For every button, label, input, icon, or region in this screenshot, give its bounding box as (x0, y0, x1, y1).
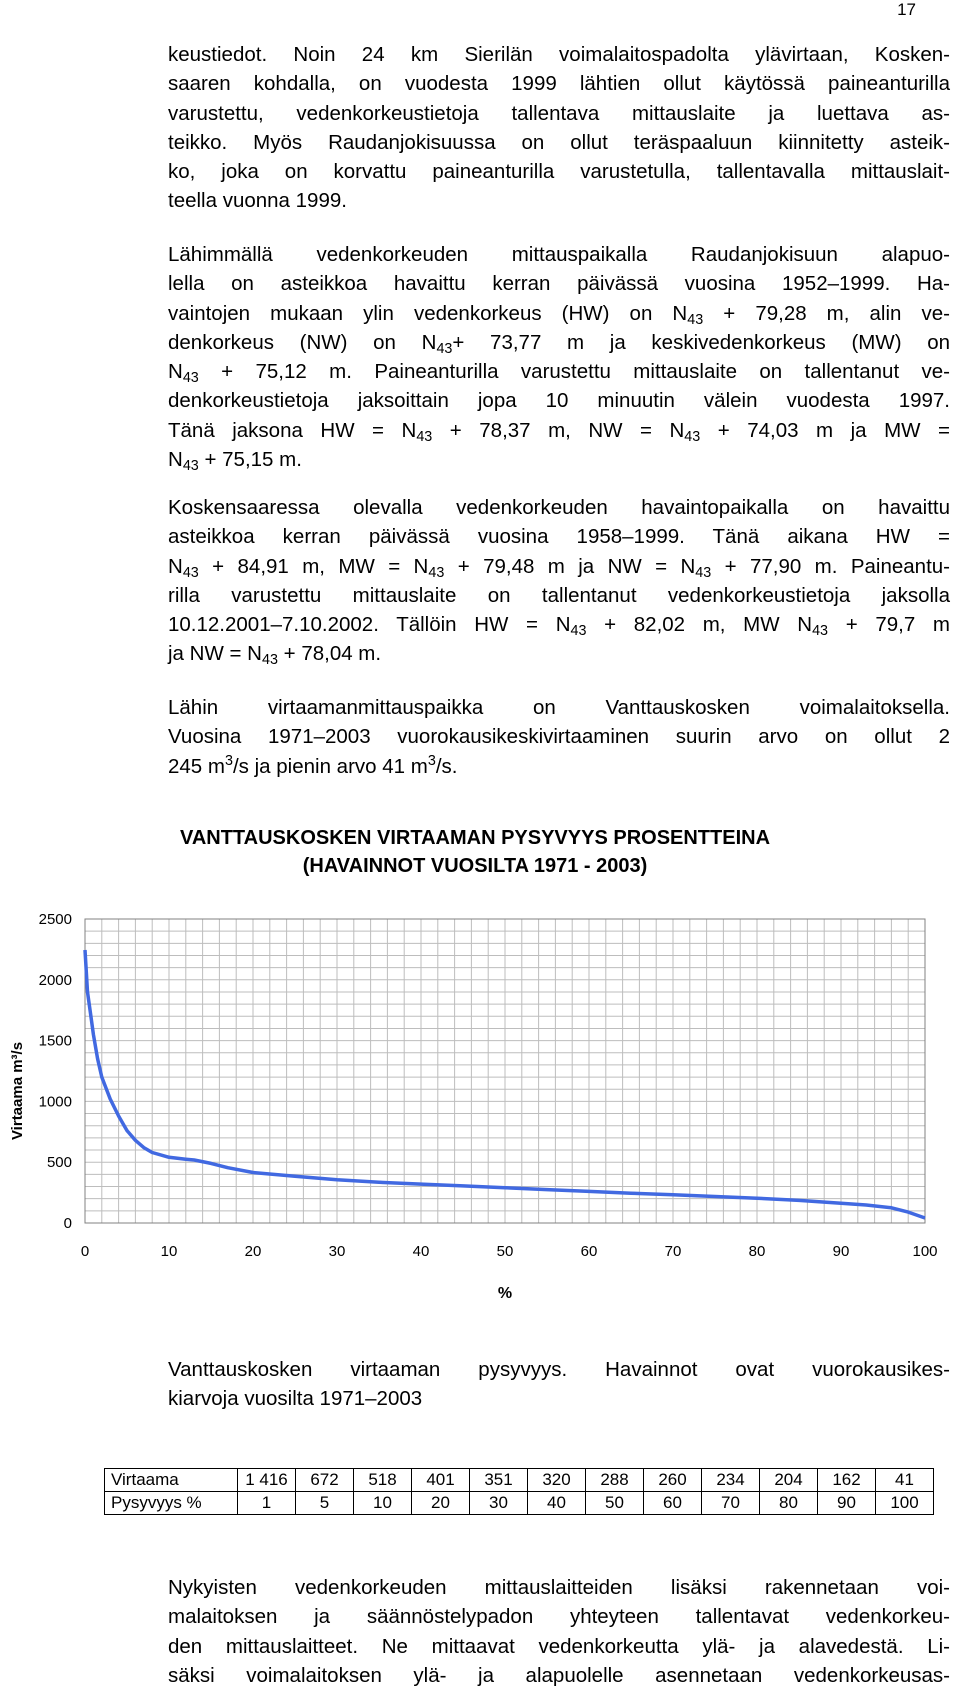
text: + 74,03 m ja MW = (700, 418, 950, 442)
paragraph-2 (168, 240, 950, 474)
x-tick-label: 80 (748, 1243, 766, 1260)
x-tick-label: 10 (160, 1243, 178, 1260)
text-line (168, 610, 950, 639)
table-row (105, 1492, 934, 1515)
text-line: teella vuonna 1999. (168, 189, 347, 213)
table-cell: 260 (644, 1469, 702, 1492)
chart-title (0, 824, 950, 880)
superscript: 3 (427, 752, 436, 769)
text-line: Lähimmällä vedenkorkeuden mittauspaikalla Raudanjokisuun alapuo- (168, 243, 950, 266)
text: + 82,02 m, MW N (586, 613, 813, 637)
text: + 77,90 m. Paineantu- (711, 554, 951, 578)
subscript: 43 (182, 564, 199, 581)
x-tick-label: 100 (912, 1243, 938, 1260)
table-cell: 90 (818, 1492, 876, 1515)
text: + 79,7 m (828, 613, 950, 637)
table-cell: 204 (760, 1469, 818, 1492)
table-cell: 10 (354, 1492, 412, 1515)
text-line: denkorkeustietoja jaksoittain jopa 10 minuutin välein vuodesta 1997. (168, 389, 950, 413)
text: vaintojen mukaan ylin vedenkorkeus (HW) on N (168, 301, 688, 325)
text: + 79,28 m, alin ve- (703, 301, 950, 325)
text: + 73,77 m ja keskivedenkorkeus (MW) on (452, 330, 951, 354)
subscript: 43 (428, 564, 445, 581)
text-line: lella on asteikkoa havaittu kerran päivässä vuosina 1952–1999. Ha- (168, 272, 950, 296)
text: N (168, 360, 183, 384)
text-line: Lähin virtaamanmittauspaikka on Vanttauskosken voimalaitoksella. (168, 696, 950, 719)
subscript: 43 (416, 428, 433, 445)
x-tick-label: 70 (664, 1243, 682, 1260)
table-cell: 162 (818, 1469, 876, 1492)
table-cell: 320 (528, 1469, 586, 1492)
text-line: varustettu, vedenkorkeustietoja tallentava mittauslaite ja luettava as- (168, 101, 950, 125)
subscript: 43 (182, 458, 199, 475)
table-cell: 234 (702, 1469, 760, 1492)
text-line: säksi voimalaitoksen ylä- ja alapuolelle asennetaan vedenkorkeusas- (168, 1663, 950, 1687)
paragraph-1 (168, 40, 950, 216)
table-cell: 351 (470, 1469, 528, 1492)
table-cell: 1 416 (238, 1469, 296, 1492)
table-cell: 20 (412, 1492, 470, 1515)
text-line: asteikkoa kerran päivässä vuosina 1958–1999. Tänä aikana HW = (168, 525, 950, 549)
x-axis-label: % (497, 1285, 513, 1300)
subscript: 43 (812, 623, 829, 640)
y-tick-label: 2000 (38, 971, 72, 989)
caption-line-2: kiarvoja vuosilta 1971–2003 (168, 1387, 423, 1411)
table-cell: 30 (470, 1492, 528, 1515)
x-tick-label: 50 (496, 1243, 514, 1260)
text: + 84,91 m, MW = N (198, 554, 429, 578)
table-cell: 70 (702, 1492, 760, 1515)
text: + 75,15 m. (198, 448, 302, 472)
text: /s. (435, 754, 458, 778)
subscript: 43 (695, 564, 712, 581)
text-line (168, 639, 950, 668)
paragraph-3 (168, 493, 950, 669)
subscript: 43 (684, 428, 701, 445)
table-cell: 672 (296, 1469, 354, 1492)
y-tick-label: 1500 (38, 1032, 72, 1050)
subscript: 43 (570, 623, 587, 640)
text-line: malaitoksen ja säännöstelypadon yhteyteen tallentavat vedenkorkeu- (168, 1605, 950, 1629)
text: ja NW = N (168, 642, 262, 666)
y-tick-label: 500 (46, 1154, 72, 1172)
subscript: 43 (436, 340, 453, 357)
flow-duration-chart (0, 900, 960, 1300)
x-tick-label: 30 (328, 1243, 346, 1260)
figure-caption (168, 1355, 950, 1414)
row-header-pysyvyys: Pysyvyys % (105, 1492, 238, 1515)
table-row (105, 1469, 934, 1492)
text-line (168, 416, 950, 445)
chart-title-line-1: VANTTAUSKOSKEN VIRTAAMAN PYSYVYYS PROSENTTEINA (179, 827, 771, 849)
y-tick-label: 2500 (38, 911, 72, 928)
table-cell: 5 (296, 1492, 354, 1515)
table-cell: 40 (528, 1492, 586, 1515)
text-line: keustiedot. Noin 24 km Sierilän voimalaitospadolta ylävirtaan, Kosken- (168, 43, 950, 66)
subscript: 43 (687, 311, 704, 328)
table-cell: 288 (586, 1469, 644, 1492)
subscript: 43 (261, 652, 278, 669)
page-number: 17 (897, 0, 916, 19)
table-cell: 60 (644, 1492, 702, 1515)
x-tick-label: 0 (80, 1243, 90, 1260)
paragraph-5 (168, 1573, 950, 1690)
row-header-virtaama: Virtaama (105, 1469, 238, 1492)
text: Tänä jaksona HW = N (168, 418, 417, 442)
text: N (168, 554, 183, 578)
text: /s ja pienin arvo 41 m (232, 754, 428, 778)
text-line (168, 299, 950, 328)
text-line: saaren kohdalla, on vuodesta 1999 lähtien ollut käytössä paineanturilla (168, 72, 950, 96)
text-line (168, 752, 950, 781)
text: 245 m (168, 754, 225, 778)
text-line: Vuosina 1971–2003 vuorokausikeskivirtaaminen suurin arvo on ollut 2 (168, 725, 950, 749)
table-cell: 401 (412, 1469, 470, 1492)
text: + 78,37 m, NW = N (432, 418, 685, 442)
table-cell: 100 (876, 1492, 934, 1515)
text: + 75,12 m. Paineanturilla varustettu mittauslaite on tallentanut ve- (198, 360, 950, 384)
text-line (168, 445, 950, 474)
x-tick-label: 90 (832, 1243, 850, 1260)
text: denkorkeus (NW) on N (168, 330, 437, 354)
subscript: 43 (182, 370, 199, 387)
text-line: Nykyisten vedenkorkeuden mittauslaitteiden lisäksi rakennetaan voi- (168, 1576, 950, 1599)
text: 10.12.2001–7.10.2002. Tällöin HW = N (168, 613, 571, 637)
text-line: rilla varustettu mittauslaite on tallentanut vedenkorkeustietoja jaksolla (168, 583, 950, 607)
y-axis-label: Virtaama m³/s (9, 1041, 26, 1141)
superscript: 3 (224, 752, 233, 769)
text-line: teikko. Myös Raudanjokisuussa on ollut teräspaaluun kiinnitetty asteik- (168, 130, 950, 154)
paragraph-4 (168, 693, 950, 781)
text-line: ko, joka on korvattu paineanturilla varustetulla, tallentavalla mittauslait- (168, 160, 950, 184)
text: N (168, 448, 183, 472)
y-tick-label: 0 (63, 1215, 72, 1232)
text-line: den mittauslaitteet. Ne mittaavat vedenkorkeutta ylä- ja alavedestä. Li- (168, 1634, 950, 1658)
table-cell: 1 (238, 1492, 296, 1515)
caption-line-1: Vanttauskosken virtaaman pysyvyys. Havainnot ovat vuorokausikes- (168, 1358, 950, 1381)
table-cell: 41 (876, 1469, 934, 1492)
table-cell: 80 (760, 1492, 818, 1515)
x-tick-label: 60 (580, 1243, 598, 1260)
text-line: Koskensaaressa olevalla vedenkorkeuden havaintopaikalla on havaittu (168, 496, 950, 519)
text: + 78,04 m. (277, 642, 382, 666)
x-tick-label: 40 (412, 1243, 430, 1260)
text-line (168, 357, 950, 386)
chart-title-line-2: (HAVAINNOT VUOSILTA 1971 - 2003) (302, 855, 648, 877)
table-cell: 518 (354, 1469, 412, 1492)
y-tick-label: 1000 (38, 1093, 72, 1111)
text: + 79,48 m ja NW = N (444, 554, 696, 578)
text-line (168, 552, 950, 581)
x-tick-label: 20 (244, 1243, 262, 1260)
flow-table (104, 1468, 934, 1515)
table-cell: 50 (586, 1492, 644, 1515)
text-line (168, 328, 950, 357)
